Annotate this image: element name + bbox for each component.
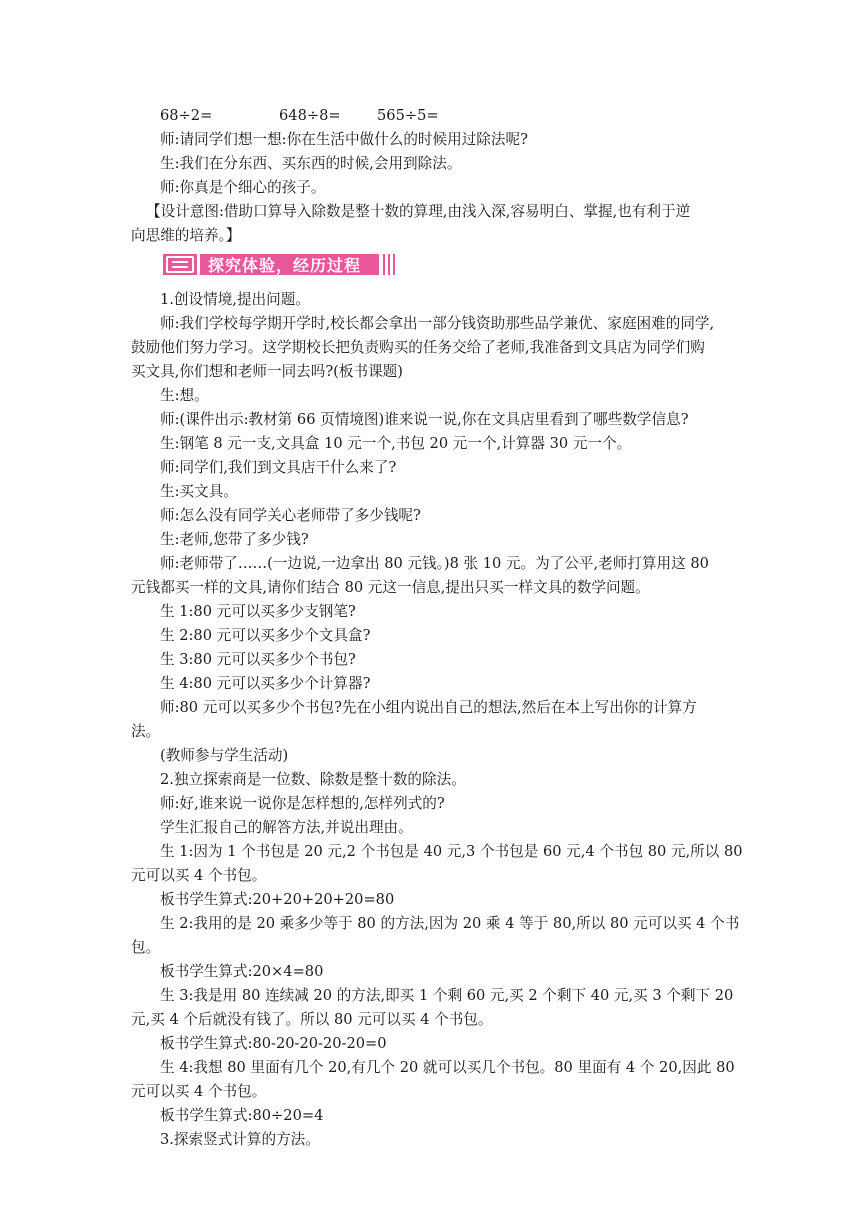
paragraph-line: 生:钢笔 8 元一支,文具盒 10 元一个,书包 20 元一个,计算器 30 元一个。 [160, 435, 632, 452]
paragraph-line: 生 2:80 元可以买多少个文具盒? [160, 627, 371, 644]
paragraph-line: 生:想。 [160, 387, 209, 404]
paragraph-line: 法。 [131, 723, 161, 740]
paragraph-line: 师:同学们,我们到文具店干什么来了? [160, 459, 397, 476]
paragraph-line: 元钱都买一样的文具,请你们结合 80 元这一信息,提出只买一样文具的数学问题。 [131, 579, 650, 596]
paragraph-line: 买文具,你们想和老师一同去吗?(板书课题) [131, 363, 403, 380]
paragraph-line: 元可以买 4 个书包。 [131, 867, 267, 884]
paragraph-line: 生 1:因为 1 个书包是 20 元,2 个书包是 40 元,3 个书包是 60 元,4 个书包 80 元,所以 80 [160, 843, 743, 860]
paragraph-line: 师:(课件出示:教材第 66 页情境图)谁来说一说,你在文具店里看到了哪些数学信息? [160, 411, 689, 428]
step-heading: 3.探索竖式计算的方法。 [160, 1131, 320, 1148]
paragraph-line: 鼓励他们努力学习。这学期校长把负责购买的任务交给了老师,我准备到文具店为同学们购 [131, 339, 705, 356]
step-heading: 2.独立探索商是一位数、除数是整十数的除法。 [160, 771, 466, 788]
paragraph-line: 生 3:80 元可以买多少个书包? [160, 651, 356, 668]
paragraph-line: 师:你真是个细心的孩子。 [160, 179, 326, 196]
paragraph-line: 生:买文具。 [160, 483, 238, 500]
paragraph-line: 生 4:我想 80 里面有几个 20,有几个 20 就可以买几个书包。80 里面有 4 个 20,因此 80 [160, 1059, 735, 1076]
paragraph-line: 元可以买 4 个书包。 [131, 1083, 267, 1100]
calc-item: 648÷8= [279, 107, 341, 124]
paragraph-line: 板书学生算式:80÷20=4 [160, 1107, 324, 1124]
paragraph-line: 学生汇报自己的解答方法,并说出理由。 [160, 819, 413, 836]
step-heading: 1.创设情境,提出问题。 [160, 291, 310, 308]
paragraph-line: 板书学生算式:80-20-20-20-20=0 [160, 1035, 387, 1052]
paragraph-line: (教师参与学生活动) [160, 747, 289, 764]
decorative-stripes [383, 254, 398, 275]
paragraph-line: 师:80 元可以买多少个书包?先在小组内说出自己的想法,然后在本上写出你的计算方 [160, 699, 697, 716]
paragraph-line: 元,买 4 个后就没有钱了。所以 80 元可以买 4 个书包。 [131, 1011, 493, 1028]
paragraph-line: 师:好,谁来说一说你是怎样想的,怎样列式的? [160, 795, 445, 812]
paragraph-line: 师:请同学们想一想:你在生活中做什么的时候用过除法呢? [160, 131, 528, 148]
paragraph-line: 生:我们在分东西、买东西的时候,会用到除法。 [160, 155, 462, 172]
paragraph-line: 板书学生算式:20+20+20+20=80 [160, 891, 395, 908]
calc-item: 68÷2= [160, 107, 213, 124]
paragraph-line: 师:怎么没有同学关心老师带了多少钱呢? [160, 507, 421, 524]
paragraph-line: 包。 [131, 939, 161, 956]
paragraph-line: 板书学生算式:20×4=80 [160, 963, 324, 980]
paragraph-line: 生 1:80 元可以买多少支钢笔? [160, 603, 356, 620]
paragraph-line: 生 3:我是用 80 连续减 20 的方法,即买 1 个剩 60 元,买 2 个剩下 40 元,买 3 个剩下 20 [160, 987, 734, 1004]
paragraph-line: 生 2:我用的是 20 乘多少等于 80 的方法,因为 20 乘 4 等于 80,所以 80 元可以买 4 个书 [160, 915, 740, 932]
paragraph-line: 生:老师,您带了多少钱? [160, 531, 309, 548]
paragraph-line: 师:我们学校每学期开学时,校长都会拿出一部分钱资助那些品学兼优、家庭困难的同学, [160, 315, 715, 332]
design-intent-line: 【设计意图:借助口算导入除数是整十数的算理,由浅入深,容易明白、掌握,也有利于逆 [146, 203, 691, 220]
section-title: 探究体验，经历过程 [208, 256, 362, 275]
paragraph-line: 生 4:80 元可以买多少个计算器? [160, 675, 371, 692]
design-intent-line: 向思维的培养。】 [131, 227, 241, 244]
paragraph-line: 师:老师带了……(一边说,一边拿出 80 元钱。)8 张 10 元。为了公平,老师打算用这 80 [160, 555, 709, 572]
chinese-numeral-two-icon [163, 254, 197, 275]
section-heading [163, 253, 398, 276]
calc-item: 565÷5= [377, 107, 439, 124]
